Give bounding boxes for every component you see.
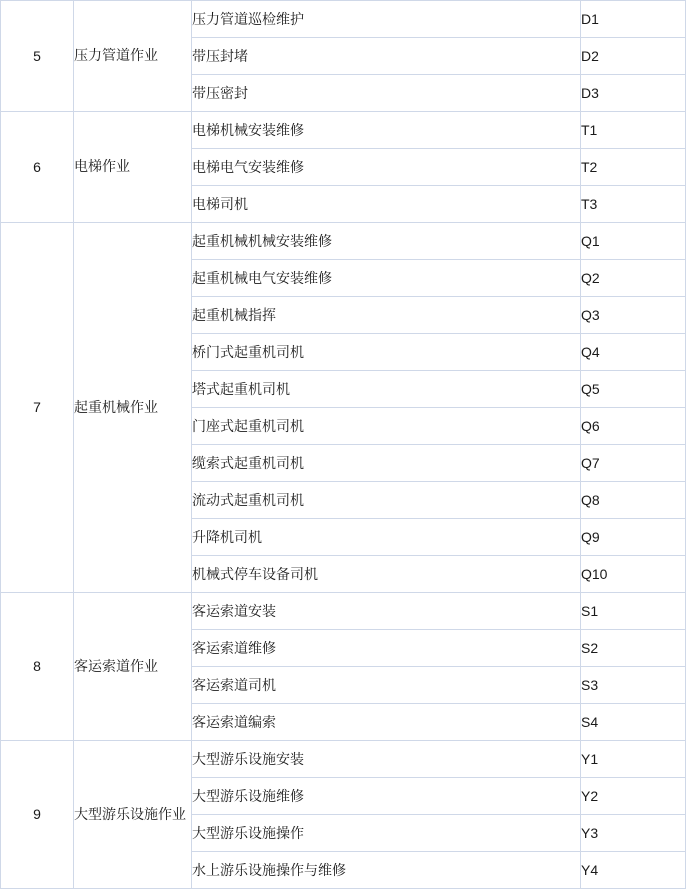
table-row [1,223,686,260]
item-name: 电梯司机 [192,186,581,223]
item-code: T3 [581,186,686,223]
group-category-label: 客运索道作业 [74,657,158,674]
item-code: Q7 [581,445,686,482]
group-category-label: 大型游乐设施作业 [74,805,186,822]
item-name: 客运索道维修 [192,630,581,667]
item-code: Q5 [581,371,686,408]
item-code: S1 [581,593,686,630]
item-code: Y4 [581,852,686,889]
item-code: T2 [581,149,686,186]
table-row [1,741,686,778]
item-code: S3 [581,667,686,704]
item-code: Q6 [581,408,686,445]
item-code: Q8 [581,482,686,519]
group-number: 7 [1,223,74,593]
group-number: 9 [1,741,74,889]
group-category [74,112,192,223]
group-category-label: 电梯作业 [74,158,130,175]
item-name: 门座式起重机司机 [192,408,581,445]
item-name: 水上游乐设施操作与维修 [192,852,581,889]
item-name: 桥门式起重机司机 [192,334,581,371]
item-code: Q10 [581,556,686,593]
item-code: D2 [581,38,686,75]
item-code: Q9 [581,519,686,556]
item-name: 压力管道巡检维护 [192,1,581,38]
item-name: 起重机械指挥 [192,297,581,334]
item-name: 起重机械电气安装维修 [192,260,581,297]
item-code: Q4 [581,334,686,371]
item-code: Q1 [581,223,686,260]
item-name: 大型游乐设施安装 [192,741,581,778]
item-name: 缆索式起重机司机 [192,445,581,482]
table-body [1,1,686,889]
item-name: 起重机械机械安装维修 [192,223,581,260]
table-row [1,1,686,38]
item-code: Y1 [581,741,686,778]
item-code: Q3 [581,297,686,334]
item-name: 电梯机械安装维修 [192,112,581,149]
item-name: 客运索道编索 [192,704,581,741]
item-code: Q2 [581,260,686,297]
group-category [74,741,192,889]
item-name: 大型游乐设施维修 [192,778,581,815]
item-code: T1 [581,112,686,149]
item-name: 客运索道安装 [192,593,581,630]
group-category [74,223,192,593]
item-name: 升降机司机 [192,519,581,556]
item-name: 大型游乐设施操作 [192,815,581,852]
item-name: 流动式起重机司机 [192,482,581,519]
item-name: 带压封堵 [192,38,581,75]
item-name: 客运索道司机 [192,667,581,704]
group-number: 5 [1,1,74,112]
item-name: 塔式起重机司机 [192,371,581,408]
item-name: 机械式停车设备司机 [192,556,581,593]
table-row [1,593,686,630]
group-category [74,1,192,112]
item-code: D1 [581,1,686,38]
group-category [74,593,192,741]
item-code: S4 [581,704,686,741]
group-number: 8 [1,593,74,741]
group-category-label: 压力管道作业 [74,47,158,64]
item-code: Y3 [581,815,686,852]
group-number: 6 [1,112,74,223]
item-code: Y2 [581,778,686,815]
table-row [1,112,686,149]
group-category-label: 起重机械作业 [74,398,158,415]
item-name: 带压密封 [192,75,581,112]
item-code: S2 [581,630,686,667]
item-name: 电梯电气安装维修 [192,149,581,186]
item-code: D3 [581,75,686,112]
